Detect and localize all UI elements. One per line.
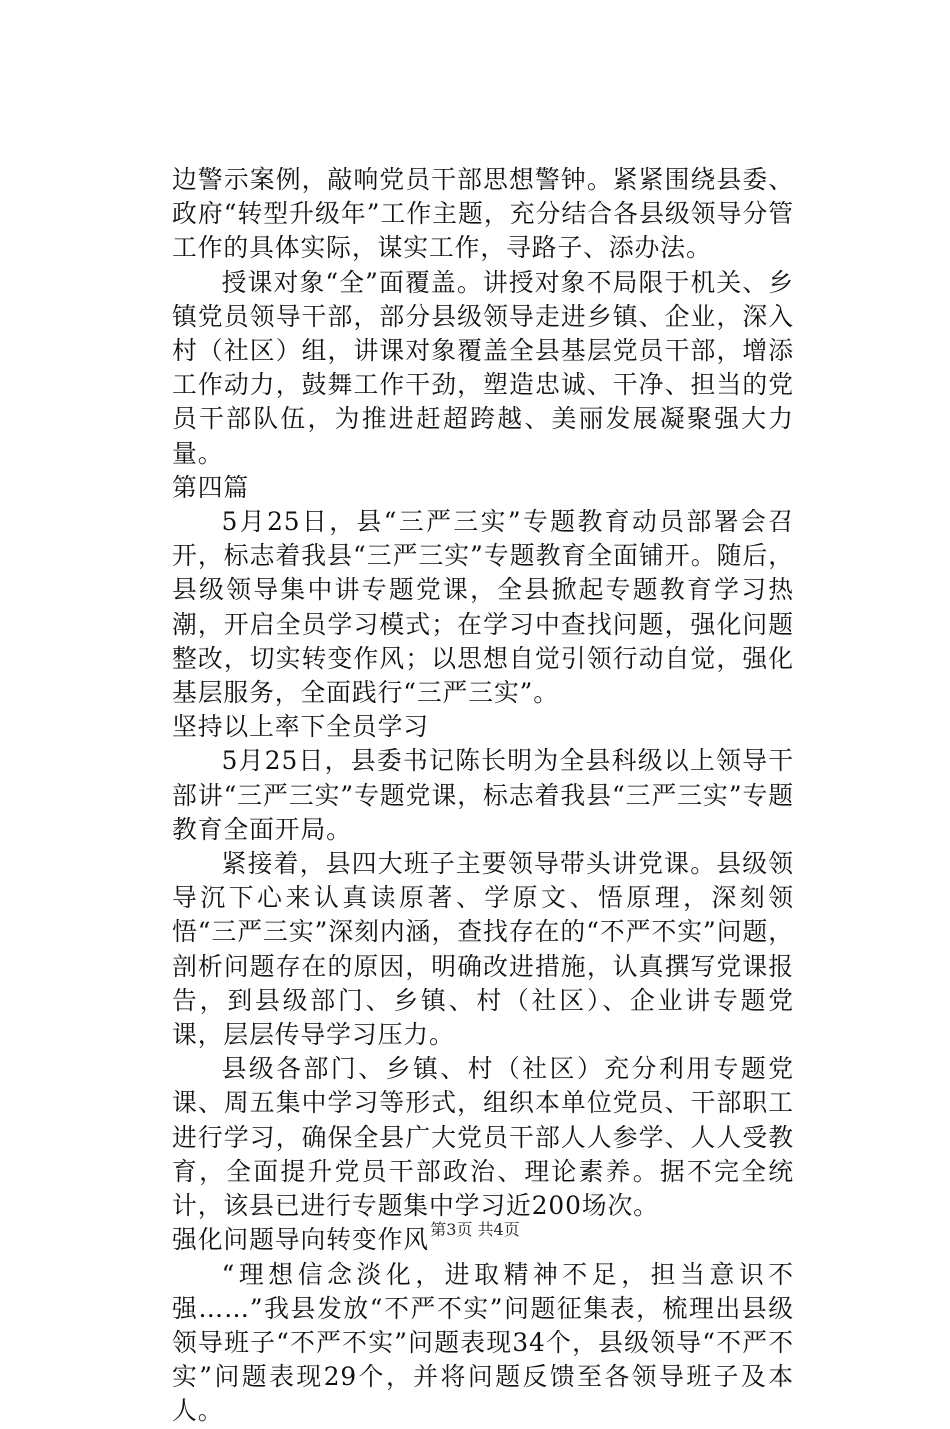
paragraph-party-lecture: 5月25日，县委书记陈长明为全县科级以上领导干部讲“三严三实”专题党课，标志着我县“三严三实”专题教育全面开局。 <box>172 746 794 844</box>
paragraph-mobilization: 5月25日，县“三严三实”专题教育动员部署会召开，标志着我县“三严三实”专题教育全面铺开。随后，县级领导集中讲专题党课，全县掀起专题教育学习热潮，开启全员学习模式；在学习中查找问题，强化问题整改，切实转变作风；以思想自觉引领行动自觉，强化基层服务，全面践行“三严三实”。 <box>172 507 794 708</box>
paragraph-audience: 授课对象“全”面覆盖。讲授对象不局限于机关、乡镇党员领导干部，部分县级领导走进乡镇、企业，深入村（社区）组，讲课对象覆盖全县基层党员干部，增添工作动力，鼓舞工作干劲，塑造忠诚、干净、担当的党员干部队伍，为推进赶超跨越、美丽发展凝聚强大力量。 <box>172 267 794 468</box>
paragraph-questionnaire: “理想信念淡化，进取精神不足，担当意识不强……”我县发放“不严不实”问题征集表，梳理出县级领导班子“不严不实”问题表现34个，县级领导“不严不实”问题表现29个，并将问题反馈至各领导班子及本人。 <box>172 1259 794 1426</box>
section-title: 第四篇 <box>172 472 250 502</box>
subheading-problems: 强化问题导向转变作风 <box>172 1225 429 1255</box>
subheading-study: 坚持以上率下全员学习 <box>172 712 429 742</box>
paragraph-continuation: 边警示案例，敲响党员干部思想警钟。紧紧围绕县委、政府“转型升级年”工作主题，充分结合各县级领导分管工作的具体实际，谋实工作，寻路子、添办法。 <box>172 165 794 263</box>
page-footer: 第3页 共4页 <box>430 1220 520 1239</box>
paragraph-departments: 县级各部门、乡镇、村（社区）充分利用专题党课、周五集中学习等形式，组织本单位党员、干部职工进行学习，确保全县广大党员干部人人参学、人人受教育，全面提升党员干部政治、理论素养。据不完全统计，该县已进行专题集中学习近200场次。 <box>172 1054 794 1221</box>
paragraph-leaders: 紧接着，县四大班子主要领导带头讲党课。县级领导沉下心来认真读原著、学原文、悟原理，深刻领悟“三严三实”深刻内涵，查找存在的“不严不实”问题，剖析问题存在的原因，明确改进措施，认真撰写党课报告，到县级部门、乡镇、村（社区）、企业讲专题党课，层层传导学习压力。 <box>172 849 794 1050</box>
